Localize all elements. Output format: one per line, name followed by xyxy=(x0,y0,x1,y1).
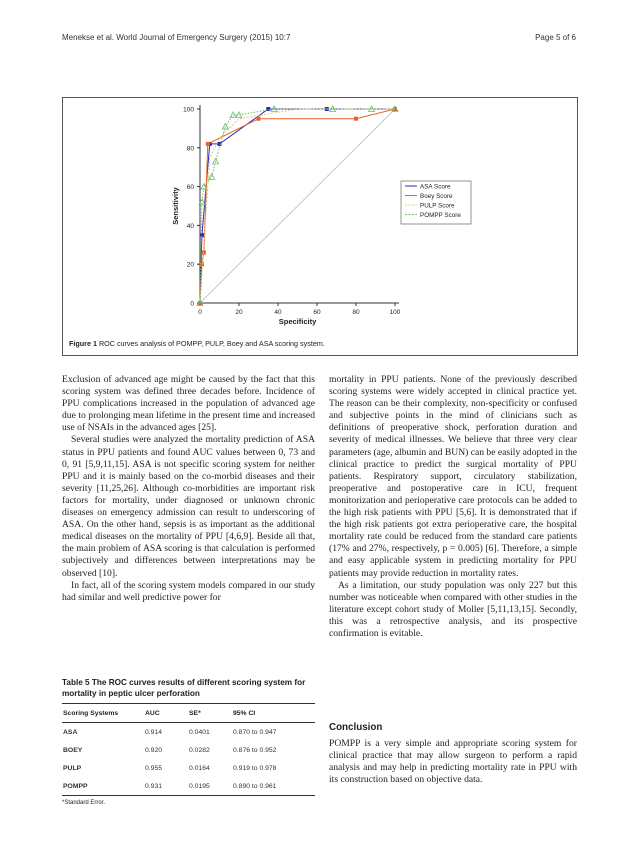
running-header: Menekse et al. World Journal of Emergency Surgery (2015) 10:7 xyxy=(62,33,291,42)
table-cell: 0.914 xyxy=(145,728,163,736)
table-header: AUC xyxy=(145,709,160,717)
table-footnote: *Standard Error. xyxy=(62,800,106,806)
y-tick-label: 100 xyxy=(183,106,194,114)
conclusion-paragraph: POMPP is a very simple and appropriate scoring system for clinical practice that may allow surgeon to perform a rapid analysis and may help in predicting mortality rate in PPU with its construction based on objective data. xyxy=(329,738,577,786)
data-point xyxy=(202,251,206,255)
data-point xyxy=(354,117,358,121)
table-cell: PULP xyxy=(63,764,82,772)
legend-label: ASA Score xyxy=(420,183,451,191)
y-tick-label: 20 xyxy=(186,261,194,269)
table-cell: 0.0282 xyxy=(189,746,210,754)
y-tick-label: 40 xyxy=(186,222,194,230)
x-axis-label: Specificity xyxy=(278,317,317,326)
x-tick-label: 20 xyxy=(235,309,243,316)
table-cell: 0.870 to 0.947 xyxy=(233,728,277,736)
table-cell: BOEY xyxy=(63,746,83,754)
y-axis-label: Sensitivity xyxy=(171,187,180,225)
table-cell: 0.919 to 0.978 xyxy=(233,764,277,772)
table-cell: 0.920 xyxy=(145,746,163,754)
conclusion-text-block xyxy=(329,738,577,786)
table-cell: 0.931 xyxy=(145,782,163,790)
left-column xyxy=(62,374,315,604)
figure-caption xyxy=(69,339,325,348)
data-point xyxy=(257,117,261,121)
figure-1 xyxy=(62,97,578,356)
table-header-row xyxy=(62,704,315,722)
legend-label: Boey Score xyxy=(420,193,453,200)
reference-diagonal-line xyxy=(200,109,395,303)
paragraph: Exclusion of advanced age might be caused by the fact that this scoring system was defined three decades before. Incidence of PPU complications increased in the population of advanced age due to prolonging mean lifetime in the present time and increased use of NSAIs in the advanced ages [25]. xyxy=(62,374,315,434)
table-cell: 0.955 xyxy=(145,764,163,772)
table-cell: POMPP xyxy=(63,782,88,790)
legend-label: POMPP Score xyxy=(420,212,461,219)
y-tick-label: 0 xyxy=(190,300,194,308)
table-cell: 0.0401 xyxy=(189,728,210,736)
table-cell: 0.0164 xyxy=(189,764,210,772)
paragraph: In fact, all of the scoring system models compared in our study had similar and well predictive power for xyxy=(62,579,315,603)
table-cell: 0.0195 xyxy=(189,782,210,790)
x-tick-label: 40 xyxy=(274,309,282,316)
table-rule xyxy=(62,795,315,796)
table-row xyxy=(62,759,315,777)
y-tick-label: 60 xyxy=(186,184,194,192)
table-5 xyxy=(62,677,315,806)
table-row xyxy=(62,777,315,795)
data-point xyxy=(200,233,204,237)
y-tick-label: 80 xyxy=(186,145,194,153)
x-tick-label: 100 xyxy=(389,309,401,316)
table-header: Scoring Systems xyxy=(63,709,119,717)
table-title: Table 5 The ROC curves results of different scoring system for mortality in peptic ulcer perforation xyxy=(62,678,306,698)
paragraph: Several studies were analyzed the mortality prediction of ASA status in PPU patients and found AUC values between 0, 73 and 0, 91 [5,9,11,15]. ASA is not specific scoring system for neither PPU and it is mainly based on the co-morbid diseases and their severity [11,25,26]. Although co-morbidities are important risk factors for mortality, under diagnosed or unknown chronic diseases on emergency admission can result to underscoring of ASA. On the other hand, sepsis is as important as the additional medical diseases on the mortality of PPU [4,6,9]. Beside all that, the main problem of ASA scoring is that calculation is performed subjectively and differences between interpretations may be observed [10]. xyxy=(62,434,315,579)
table-row xyxy=(62,723,315,741)
table-cell: 0.890 to 0.961 xyxy=(233,782,277,790)
table-header: SE* xyxy=(189,709,201,717)
table-header: 95% CI xyxy=(233,709,256,717)
x-tick-label: 60 xyxy=(313,309,321,316)
table-cell: ASA xyxy=(63,728,78,736)
table-cell: 0.876 to 0.952 xyxy=(233,746,277,754)
conclusion-heading: Conclusion xyxy=(329,722,383,733)
figure-caption-label: Figure 1 xyxy=(69,339,97,348)
data-point xyxy=(206,142,210,146)
legend-label: PULP Score xyxy=(420,202,455,210)
right-column xyxy=(329,374,577,640)
page-number: Page 5 of 6 xyxy=(535,33,576,42)
x-tick-label: 80 xyxy=(352,309,360,316)
figure-caption-text: ROC curves analysis of POMPP, PULP, Boey and ASA scoring system. xyxy=(98,339,325,348)
paragraph: mortality in PPU patients. None of the previously described scoring systems were widely accepted in clinical practice yet. The reason can be their complexity, non-specificity or confused and subjective points in the mind of clinicians such as definitions of preoperative shock, perforation duration and severity of medical illnesses. We believe that three very clear parameters (age, albumin and BUN) can be easily adopted in the clinical practice to predict the surgical mortality of PPU patients. Respiratory support, circulatory stabilization, preoperative and postoperative care in ICU, frequent monitorization and perioperative care protocols can be added to the high risk patients with PPU [5,6]. It is demonstrated that if the high risk patients got extra perioperative care, the hospital mortality rate could be reduced from the standard care patients (17% and 27%, respectively, p = 0.005) [6]. Therefore, a simple and easy applicable system in predicting mortality for PPU patients may provide reduction in mortality rates. xyxy=(329,374,578,579)
roc-chart xyxy=(63,98,577,338)
paragraph: As a limitation, our study population was only 227 but this number was noticeable when compared with other studies in the literature except cohort study of Moller [5,11,13,15]. Secondly, this was a retrospective analysis, and its prospective confirmation is evitable. xyxy=(329,579,577,639)
x-tick-label: 0 xyxy=(198,309,202,316)
table-row xyxy=(62,741,315,759)
